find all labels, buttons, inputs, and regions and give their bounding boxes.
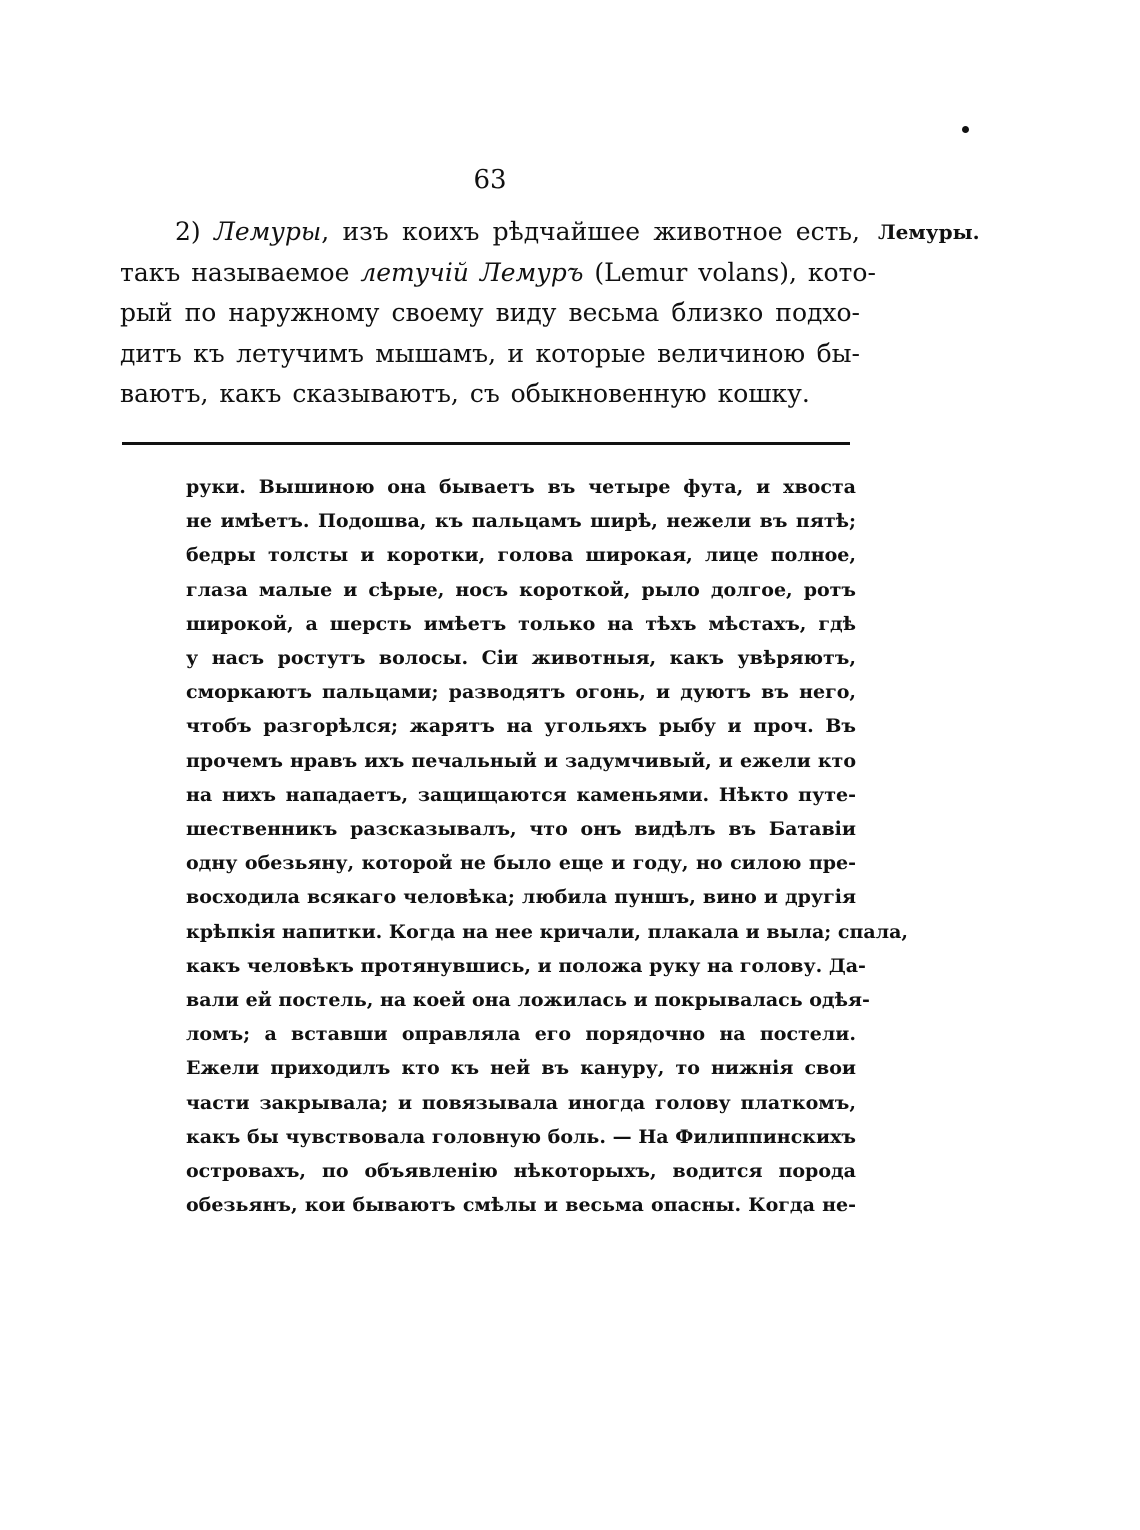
- footnote-line: у насъ ростутъ волосы. Сіи животныя, какъ увѣряютъ,: [186, 647, 856, 670]
- main-line-3: рый по наружному своему виду весьма близко подхо-: [120, 298, 860, 327]
- footnote-line: восходила всякаго человѣка; любила пуншъ, вино и другія: [186, 886, 856, 909]
- footnote-line: Ежели приходилъ кто къ ней въ кануру, то нижнія свои: [186, 1057, 856, 1080]
- footnote-line: крѣпкія напитки. Когда на нее кричали, плакала и выла; спала,: [186, 920, 909, 943]
- footnote-line: шественникъ разсказывалъ, что онъ видѣлъ въ Батавіи: [186, 818, 856, 841]
- footnote-line: бедры толсты и коротки, голова широкая, лице полное,: [186, 544, 856, 567]
- page-number: 63: [473, 165, 507, 195]
- footnote-text: [186, 470, 909, 1222]
- footnote-line: глаза малые и сѣрые, носъ короткой, рыло долгое, ротъ: [186, 578, 856, 601]
- print-speck: [962, 126, 969, 133]
- main-paragraph: [120, 212, 876, 415]
- footnote-line: ломъ; а вставши оправляла его порядочно на постели.: [186, 1023, 856, 1046]
- footnote-line: обезьянъ, кои бываютъ смѣлы и весьма опасны. Когда не-: [186, 1194, 856, 1217]
- main-line-5: ваютъ, какъ сказываютъ, съ обыкновенную кошку.: [120, 379, 810, 408]
- footnote-line: вали ей постель, на коей она ложилась и покрывалась одѣя-: [186, 989, 870, 1012]
- footnote-line: прочемъ нравъ ихъ печальный и задумчивый, и ежели кто: [186, 749, 856, 772]
- main-line-4: дитъ къ летучимъ мышамъ, и которые величиною бы-: [120, 338, 860, 368]
- footnote-line: одну обезьяну, которой не было еще и году, но силою пре-: [186, 852, 856, 875]
- footnote-line: части закрывала; и повязывала иногда голову платкомъ,: [186, 1091, 856, 1114]
- main-line-1-rest: , изъ коихъ рѣдчайшее животное есть,: [321, 217, 860, 246]
- footnote-line: островахъ, по объявленію нѣкоторыхъ, водится порода: [186, 1160, 856, 1183]
- footnote-line: широкой, а шерсть имѣетъ только на тѣхъ мѣстахъ, гдѣ: [186, 612, 856, 635]
- main-line-2-start: такъ называемое: [120, 257, 350, 287]
- footnote-line: какъ бы чувствовала головную боль. — На Филиппинскихъ: [186, 1125, 856, 1148]
- footnote-line: какъ человѣкъ протянувшись, и положа руку на голову. Да-: [186, 954, 866, 977]
- footnote-line: на нихъ нападаетъ, защищаются каменьями. Нѣкто путе-: [186, 783, 856, 806]
- main-line-2-end: (Lemur volans), кото-: [594, 257, 876, 287]
- main-line-1: [120, 212, 860, 253]
- main-line-2: [120, 253, 876, 294]
- margin-note: Лемуры.: [878, 220, 980, 244]
- footnote-line: руки. Вышиною она бываетъ въ четыре фута, и хвоста: [186, 476, 856, 498]
- term-flying-lemur: летучій Лемуръ: [360, 257, 584, 287]
- term-lemurs: Лемуры: [213, 217, 322, 246]
- item-number: 2): [175, 217, 201, 246]
- footnote-line: чтобъ разгорѣлся; жарятъ на угольяхъ рыбу и проч. Въ: [186, 715, 856, 738]
- footnote-divider: [122, 442, 850, 445]
- footnote-line: не имѣетъ. Подошва, къ пальцамъ ширѣ, нежели въ пятѣ;: [186, 510, 856, 533]
- footnote-line: сморкаютъ пальцами; разводятъ огонь, и дуютъ въ него,: [186, 681, 856, 704]
